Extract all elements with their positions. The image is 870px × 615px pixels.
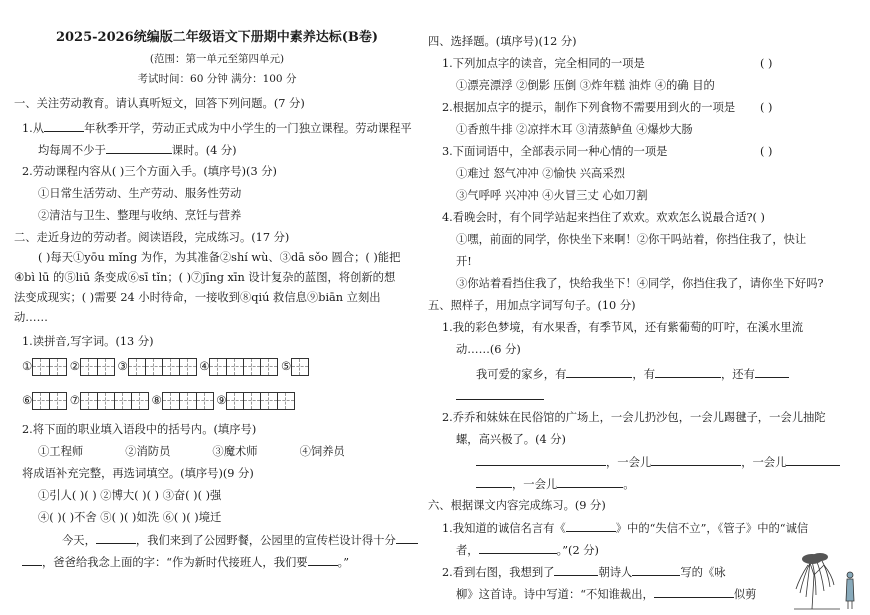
part4-q4-a1: ①嘿，前面的同学，你快坐下来啊！②你干吗站着，你挡住我了，快让 (456, 233, 807, 246)
part4-q3-row2: ③气呼呼 兴冲冲 ④火冒三丈 心如刀割 (456, 189, 648, 202)
tianzige-box[interactable] (32, 358, 66, 376)
story-line2: ，爸爸给我念上面的字：“作为新时代接班人，我们要 。” (22, 554, 349, 570)
part4-q2: 2.根据加点字的提示，制作下列食物不需要用到火的一项是 (442, 101, 736, 114)
answer-blank[interactable] (566, 520, 616, 532)
part5-heading: 五、照样子，用加点字词写句子。(10 分) (428, 299, 636, 312)
part5-q1-answer: 我可爱的家乡，有 ，有 ，还有 (476, 366, 789, 382)
part6-q1-line2: 者， 。”(2 分) (456, 544, 599, 557)
idiom-row1: ①引人( )( ) ②博大( )( ) ③奋( )( )强 (38, 489, 222, 502)
answer-blank[interactable] (632, 564, 680, 576)
part5-q2-line1: 2.乔乔和妹妹在民俗馆的广场上，一会儿扔沙包，一会儿踢毽子，一会儿抽陀 (442, 411, 826, 424)
exam-info: 考试时间：60 分钟 满分：100 分 (137, 73, 297, 85)
part2-q1: 1.读拼音,写字词。(13 分) (22, 335, 154, 348)
right-column (428, 0, 860, 615)
answer-blank[interactable] (651, 454, 741, 466)
tianzige-box[interactable] (291, 358, 308, 376)
answer-blank[interactable] (396, 532, 418, 544)
part6-heading: 六、根据课文内容完成练习。(9 分) (428, 499, 606, 512)
answer-blank[interactable] (755, 366, 789, 378)
answer-blank[interactable] (479, 542, 557, 554)
answer-paren[interactable]: ( ) (760, 145, 773, 158)
story-line1: 今天， ，我们来到了公园野餐，公园里的宣传栏设计得十分 (62, 532, 418, 548)
part1-q1-line1: 1.从 年秋季开学，劳动正式成为中小学生的一门独立课程。劳动课程平 (22, 122, 412, 135)
left-column (14, 0, 420, 615)
tianzige-box[interactable] (128, 358, 196, 376)
part1-option1: ①日常生活劳动、生产劳动、服务性劳动 (38, 187, 242, 200)
part4-q3-row1: ①难过 怒气冲冲 ②愉快 兴高采烈 (456, 167, 625, 180)
part1-option2: ②清洁与卫生、整理与收纳、烹饪与营养 (38, 209, 242, 222)
answer-blank[interactable] (554, 564, 598, 576)
answer-paren[interactable]: ( ) (760, 57, 773, 70)
part2-q3: 将成语补充完整，再选词填空。(填序号)(9 分) (22, 467, 254, 480)
part1-heading: 一、关注劳动教育。请认真听短文，回答下列问题。(7 分) (14, 97, 305, 110)
part5-q1-line1: 1.我的彩色梦境，有水果香，有季节风，还有紫葡萄的叮咛，在溪水里流 (442, 321, 803, 334)
passage-line1: ( )每天①yōu mǐng 为作，为其准备②shí wù、③dā sǒo 圆合；( )能把 (38, 251, 401, 264)
answer-blank[interactable] (22, 554, 42, 566)
tianzige-box[interactable] (209, 358, 277, 376)
answer-blank[interactable] (786, 454, 840, 466)
tianzige-box[interactable] (80, 392, 148, 410)
part4-q4: 4.看晚会时，有个同学站起来挡住了欢欢。欢欢怎么说最合适?( ) (442, 211, 765, 224)
writing-grid-row1: ① ② ③ ④ ⑤ (22, 358, 308, 376)
tianzige-box[interactable] (32, 392, 66, 410)
answer-blank[interactable] (566, 366, 632, 378)
part2-q2: 2.将下面的职业填入语段中的括号内。(填序号) (22, 423, 257, 436)
answer-blank[interactable] (456, 388, 544, 400)
part4-q3: 3.下面词语中，全部表示同一种心情的一项是 (442, 145, 668, 158)
part4-q1-options: ①漂亮漂浮 ②倒影 压倒 ③炸年糕 油炸 ④的确 目的 (456, 79, 715, 92)
part4-heading: 四、选择题。(填序号)(12 分) (428, 35, 577, 48)
answer-blank[interactable] (557, 476, 623, 488)
part6-q1-line1: 1.我知道的诚信名言有《 》中的“失信不立”，《管子》中的“诚信 (442, 522, 809, 535)
part2-heading: 二、走近身边的劳动者。阅读语段，完成练习。(17 分) (14, 231, 290, 244)
part6-q2-line1: 2.看到右图，我想到了 朝诗人 写的《咏 (442, 566, 726, 579)
idiom-row2: ④( )( )不舍 ⑤( )( )如洗 ⑥( )( )境迁 (38, 511, 222, 524)
part4-q2-options: ①香煎牛排 ②凉拌木耳 ③清蒸鲈鱼 ④爆炒大肠 (456, 123, 693, 136)
writing-grid-row2: ⑥ ⑦ ⑧ ⑨ (22, 392, 294, 410)
answer-blank[interactable] (44, 120, 84, 132)
part6-q2-line2: 柳》这首诗。诗中写道：“不知谁裁出， 似剪 (456, 588, 757, 601)
part4-q4-a2: 开! (456, 255, 472, 268)
part1-q2: 2.劳动课程内容从( )三个方面入手。(填序号)(3 分) (22, 165, 277, 178)
part5-q2-line2: 螺，高兴极了。(4 分) (456, 433, 566, 446)
passage-line3: 法变成现实；( )需要 24 小时待命，一接收到⑧qiú 救信息⑨biān 立刻出 (14, 291, 381, 304)
part5-q1-answer2 (456, 388, 544, 404)
part1-q1-line2: 均每周不少于 课时。(4 分) (38, 144, 237, 157)
answer-paren[interactable]: ( ) (760, 101, 773, 114)
part5-q2-answer1: ，一会儿 ，一会儿 (476, 454, 840, 470)
answer-blank[interactable] (308, 554, 338, 566)
answer-blank[interactable] (654, 586, 734, 598)
job-options: ①工程师 ②消防员 ③魔术师 ④饲养员 (38, 445, 345, 458)
part4-q4-a3: ③你站着看挡住我了，快给我坐下！④同学，你挡住我了，请你坐下好吗? (456, 277, 824, 290)
passage-line4: 动…… (14, 311, 48, 324)
answer-blank[interactable] (476, 454, 606, 466)
part5-q2-answer2: ，一会儿 。 (476, 476, 635, 492)
part5-q1-line2: 动……(6 分) (456, 343, 521, 356)
tianzige-box[interactable] (80, 358, 114, 376)
answer-blank[interactable] (655, 366, 721, 378)
part4-q1: 1.下列加点字的读音，完全相同的一项是 (442, 57, 645, 70)
answer-blank[interactable] (106, 142, 172, 154)
page-title: 2025-2026统编版二年级语文下册期中素养达标(B卷) (55, 30, 379, 45)
willow-illustration (790, 545, 860, 613)
answer-blank[interactable] (476, 476, 512, 488)
scope-note: (范围：第一单元至第四单元) (149, 53, 285, 65)
tianzige-box[interactable] (226, 392, 294, 410)
tianzige-box[interactable] (162, 392, 213, 410)
passage-line2: ④bì lū 的⑤liū 条变成⑥sī tǐn；( )⑦jīng xīn 设计复杂的蓝图，将创新的想 (14, 271, 396, 284)
answer-blank[interactable] (96, 532, 136, 544)
